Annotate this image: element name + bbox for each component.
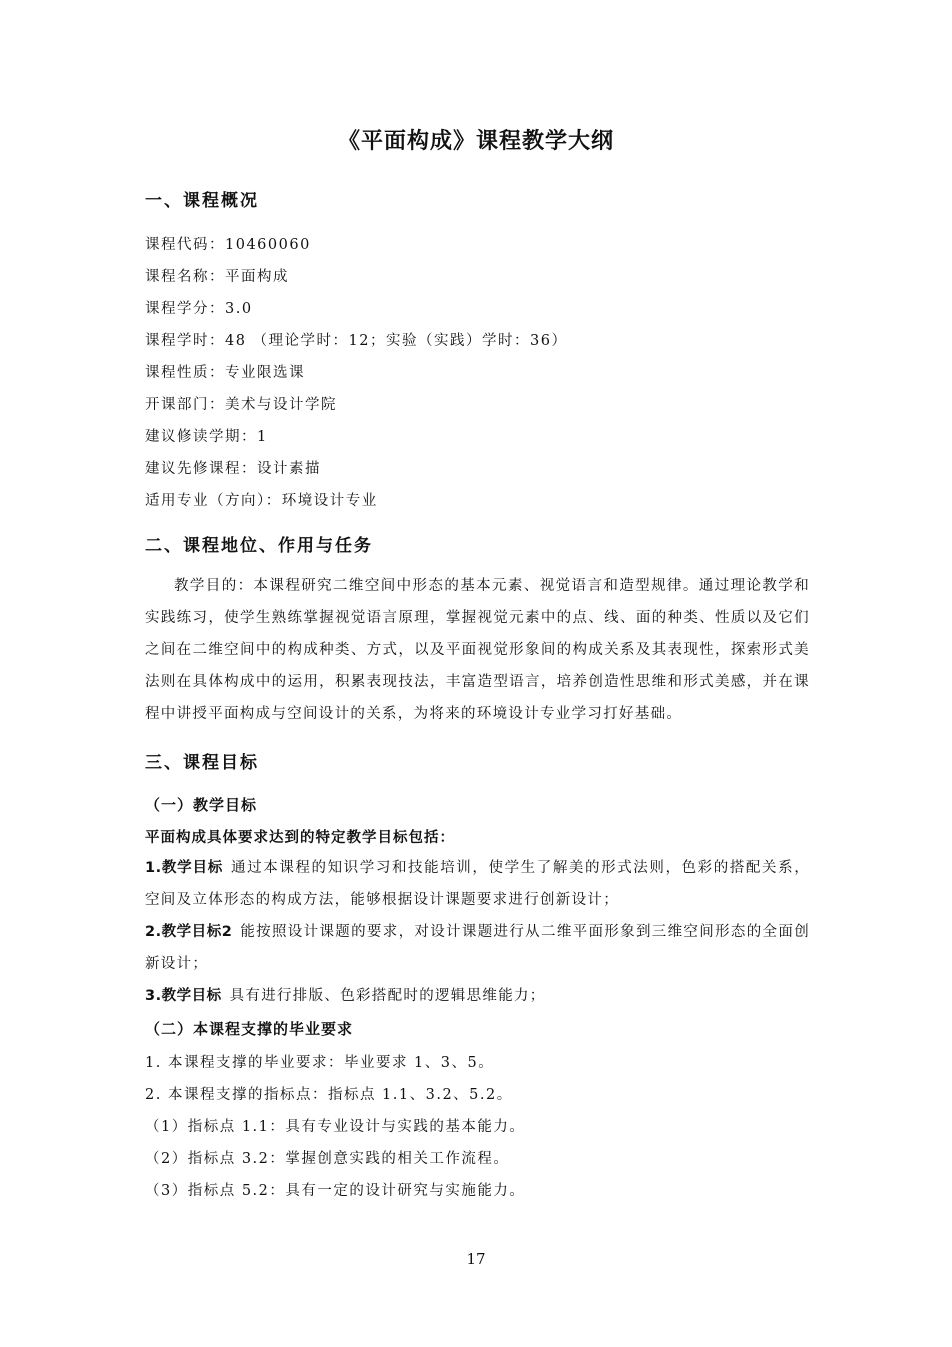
page-number: 17 [466,1250,486,1268]
teaching-goal-2-text: 能按照设计课题的要求，对设计课题进行从二维平面形象到三维空间形态的全面创新设计； [145,924,811,972]
document-title: 《平面构成》课程教学大纲 [337,129,614,154]
info-course-code: 课程代码：10460060 [145,237,311,253]
teaching-goal-1-label: 1.教学目标 [145,860,224,876]
section-heading-position: 二、课程地位、作用与任务 [145,536,373,556]
info-semester: 建议修读学期：1 [145,429,268,445]
teaching-goal-1 [145,852,810,916]
indicator-point-3-2: （2）指标点 3.2：掌握创意实践的相关工作流程。 [145,1151,510,1167]
info-major: 适用专业（方向）：环境设计专业 [145,493,378,509]
info-course-nature: 课程性质：专业限选课 [145,365,305,381]
indicator-point-5-2: （3）指标点 5.2：具有一定的设计研究与实施能力。 [145,1183,526,1199]
teaching-goals-intro: 平面构成具体要求达到的特定教学目标包括： [145,830,455,846]
info-department: 开课部门：美术与设计学院 [145,397,337,413]
teaching-purpose-paragraph: 教学目的：本课程研究二维空间中形态的基本元素、视觉语言和造型规律。通过理论教学和实践练习，使学生熟练掌握视觉语言原理，掌握视觉元素中的点、线、面的种类、性质以及它们之间在二维空间中的构成种类、方式，以及平面视觉形象间的构成关系及其表现性，探索形式美法则在具体构成中的运用，积累表现技法，丰富造型语言，培养创造性思维和形式美感，并在课程中讲授平面构成与空间设计的关系，为将来的环境设计专业学习打好基础。 [145,578,810,722]
teaching-goal-3-text: 具有进行排版、色彩搭配时的逻辑思维能力； [229,988,546,1004]
indicator-point-1-1: （1）指标点 1.1：具有专业设计与实践的基本能力。 [145,1119,526,1135]
info-course-hours: 课程学时：48 （理论学时：12；实验（实践）学时：36） [145,333,568,349]
teaching-goal-3 [145,980,810,1012]
teaching-goal-2 [145,916,810,980]
graduation-requirement-line: 1. 本课程支撑的毕业要求：毕业要求 1、3、5。 [145,1055,495,1071]
teaching-goal-3-label: 3.教学目标 [145,988,222,1004]
section-heading-overview: 一、课程概况 [145,191,259,211]
section-heading-objectives: 三、课程目标 [145,753,259,773]
subsection-heading-graduation-requirements: （二）本课程支撑的毕业要求 [145,1020,354,1038]
indicator-points-line: 2. 本课程支撑的指标点：指标点 1.1、3.2、5.2。 [145,1087,513,1103]
teaching-goal-1-text: 通过本课程的知识学习和技能培训，使学生了解美的形式法则，色彩的搭配关系，空间及立体形态的构成方法，能够根据设计课题要求进行创新设计； [145,860,810,908]
info-course-name: 课程名称：平面构成 [145,269,289,285]
teaching-goal-2-label: 2.教学目标2 [145,924,233,940]
info-course-credits: 课程学分：3.0 [145,301,253,317]
info-prerequisite: 建议先修课程：设计素描 [145,461,321,477]
subsection-heading-teaching-goals: （一）教学目标 [145,796,258,814]
